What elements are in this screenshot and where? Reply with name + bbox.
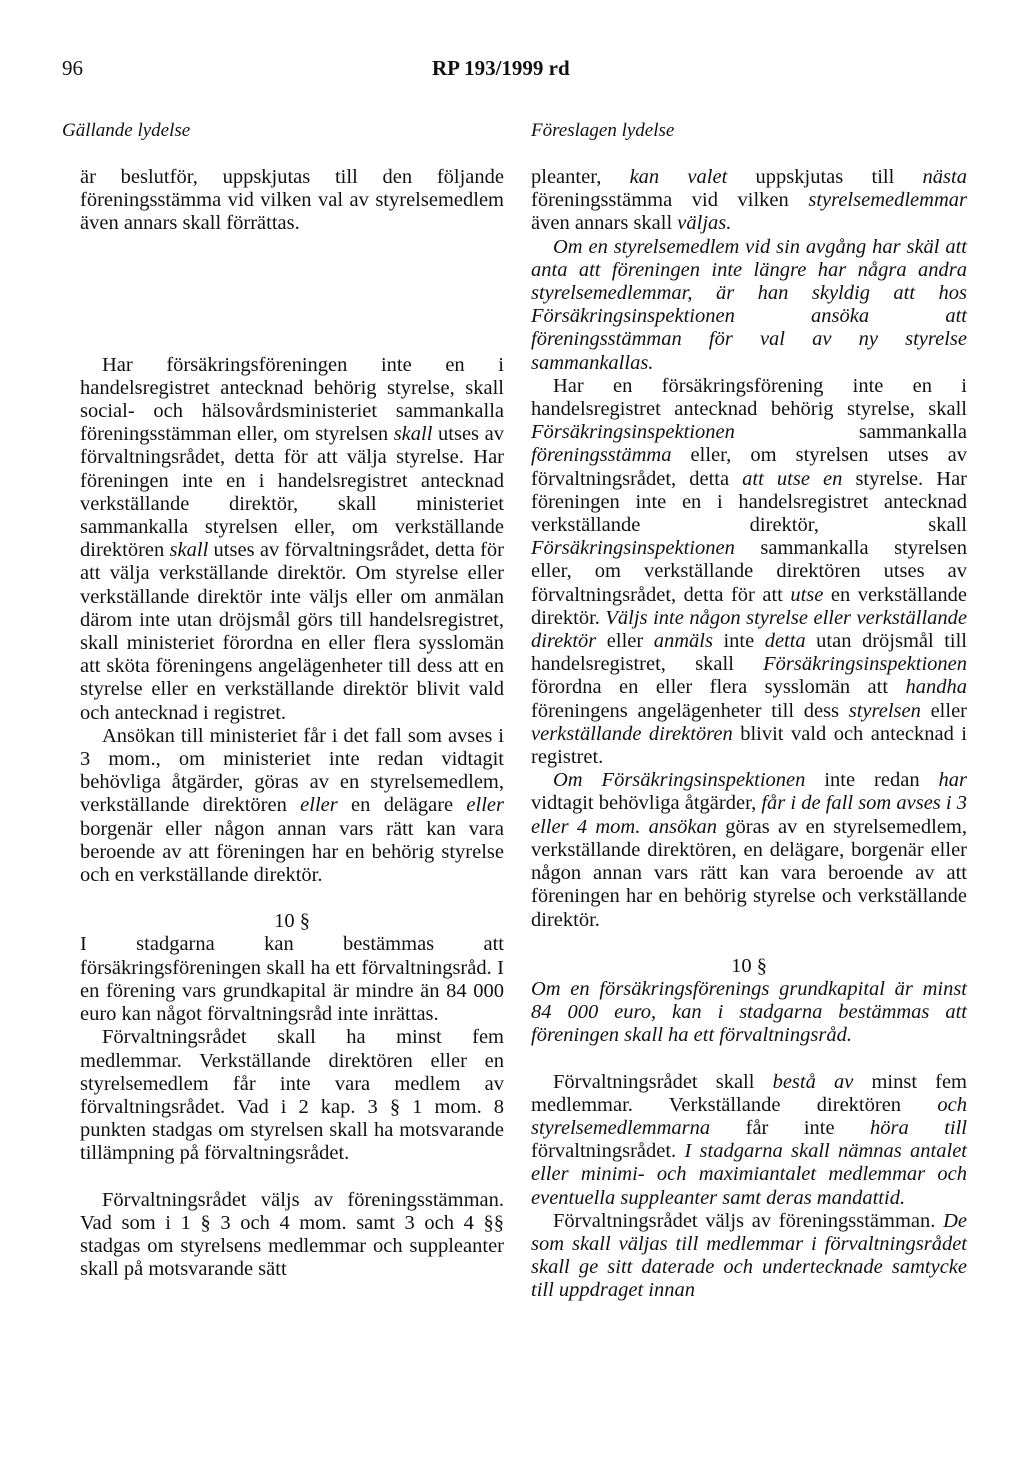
column-proposed-text (531, 166, 967, 1303)
paragraph: Förvaltningsrådet skall bestå av minst fem medlemmar. Verkställande direktören och styrelsemedlemmarna får inte höra till förvaltningsrådet. I stadgarna skall nämnas antalet eller minimi- och maximiantalet medlemmar och eventuella suppleanter samt deras mandattid. (531, 1070, 968, 1209)
paragraph: Har försäkringsföreningen inte en i handelsregistret antecknad behörig styrelse, skall social- och hälsovårdsministeriet sammankalla föreningsstämman eller, om styrelsen skall utses av förvaltningsrådet, detta för att välja styrelse. Har föreningen inte en i handelsregistret antecknad verkställande direktör, skall ministeriet sammankalla styrelsen eller, om verkställande direktören skall utses av förvaltningsrådet, detta för att välja verkställande direktör. Om styrelse eller verkställande direktör inte väljs eller om anmälan därom inte utan dröjsmål görs till handelsregistret, skall ministeriet förordna en eller flera sysslomän att sköta föreningens angelägenheter till dess att en styrelse eller en verkställande direktör blivit vald och antecknad i registret. (80, 353, 504, 724)
document-id: RP 193/1999 rd (432, 56, 570, 80)
paragraph: pleanter, kan valet uppskjutas till nästa föreningsstämma vid vilken styrelsemedlemmar även annars skall väljas. (531, 166, 967, 235)
paragraph: Förvaltningsrådet väljs av föreningsstämman. Vad som i 1 § 3 och 4 mom. samt 3 och 4 §§ stadgas om styrelsens medlemmar och suppleanter skall på motsvarande sätt (80, 1188, 504, 1281)
column-heading-current: Gällande lydelse (62, 120, 191, 141)
paragraph: Om en försäkringsförenings grundkapital är minst 84 000 euro, kan i stadgarna bestämmas att föreningen skall ha ett förvaltningsråd. (531, 977, 967, 1047)
paragraph: Förvaltningsrådet skall ha minst fem medlemmar. Verkställande direktören eller en styrelsemedlem får inte vara medlem av förvaltningsrådet. Vad i 2 kap. 3 § 1 mom. 8 punkten stadgas om styrelsen skall ha motsvarande tillämpning på förvaltningsrådet. (80, 1026, 504, 1165)
paragraph: Förvaltningsrådet väljs av föreningsstämman. De som skall väljas till medlemmar i förvaltningsrådet skall ge sitt daterade och undertecknade samtycke till uppdraget innan (531, 1209, 967, 1302)
paragraph: I stadgarna kan bestämmas att försäkringsföreningen skall ha ett förvaltningsråd. I en förening vars grundkapital är mindre än 84 000 euro kan något förvaltningsråd inte inrättas. (80, 933, 504, 1026)
paragraph: Har en försäkringsförening inte en i handelsregistret antecknad behörig styrelse, skall Försäkringsinspektionen sammankalla föreningsstämma eller, om styrelsen utses av förvaltningsrådet, detta att utse en styrelse. Har föreningen inte en i handelsregistret antecknad verkställande direktör, skall Försäkringsinspektionen sammankalla styrelsen eller, om verkställande direktören utses av förvaltningsrådet, detta för att utse en verkställande direktör. Väljs inte någon styrelse eller verkställande direktör eller anmäls inte detta utan dröjsmål till handelsregistret, skall Försäkringsinspektionen förordna en eller flera sysslomän att handha föreningens angelägenheter till dess styrelsen eller verkställande direktören blivit vald och antecknad i registret. (531, 374, 967, 769)
paragraph: Ansökan till ministeriet får i det fall som avses i 3 mom., om ministeriet inte redan vidtagit behövliga åtgärder, göras av en styrelsemedlem, verkställande direktören eller en delägare eller borgenär eller någon annan vars rätt kan vara beroende av att föreningen har en behörig styrelse och en verkställande direktör. (80, 724, 504, 887)
column-current-text (80, 166, 504, 1281)
section-heading: 10 § (274, 910, 310, 933)
column-heading-proposed: Föreslagen lydelse (531, 120, 675, 141)
page-number: 96 (62, 56, 83, 80)
paragraph: Om Försäkringsinspektionen inte redan har vidtagit behövliga åtgärder, får i de fall som avses i 3 eller 4 mom. ansökan göras av en styrelsemedlem, verkställande direktören, en delägare, borgenär eller någon annan vars rätt kan vara beroende av att föreningen har en behörig styrelse och verkställande direktör. (531, 769, 968, 931)
section-heading: 10 § (731, 954, 767, 977)
paragraph: Om en styrelsemedlem vid sin avgång har skäl att anta att föreningen inte längre har några andra styrelsemedlemmar, är han skyldig att hos Försäkringsinspektionen ansöka att föreningsstämman för val av ny styrelse sammankallas. (531, 235, 967, 374)
paragraph: är beslutför, uppskjutas till den följande föreningsstämma vid vilken val av styrelsemedlem även annars skall förrättas. (80, 166, 504, 235)
